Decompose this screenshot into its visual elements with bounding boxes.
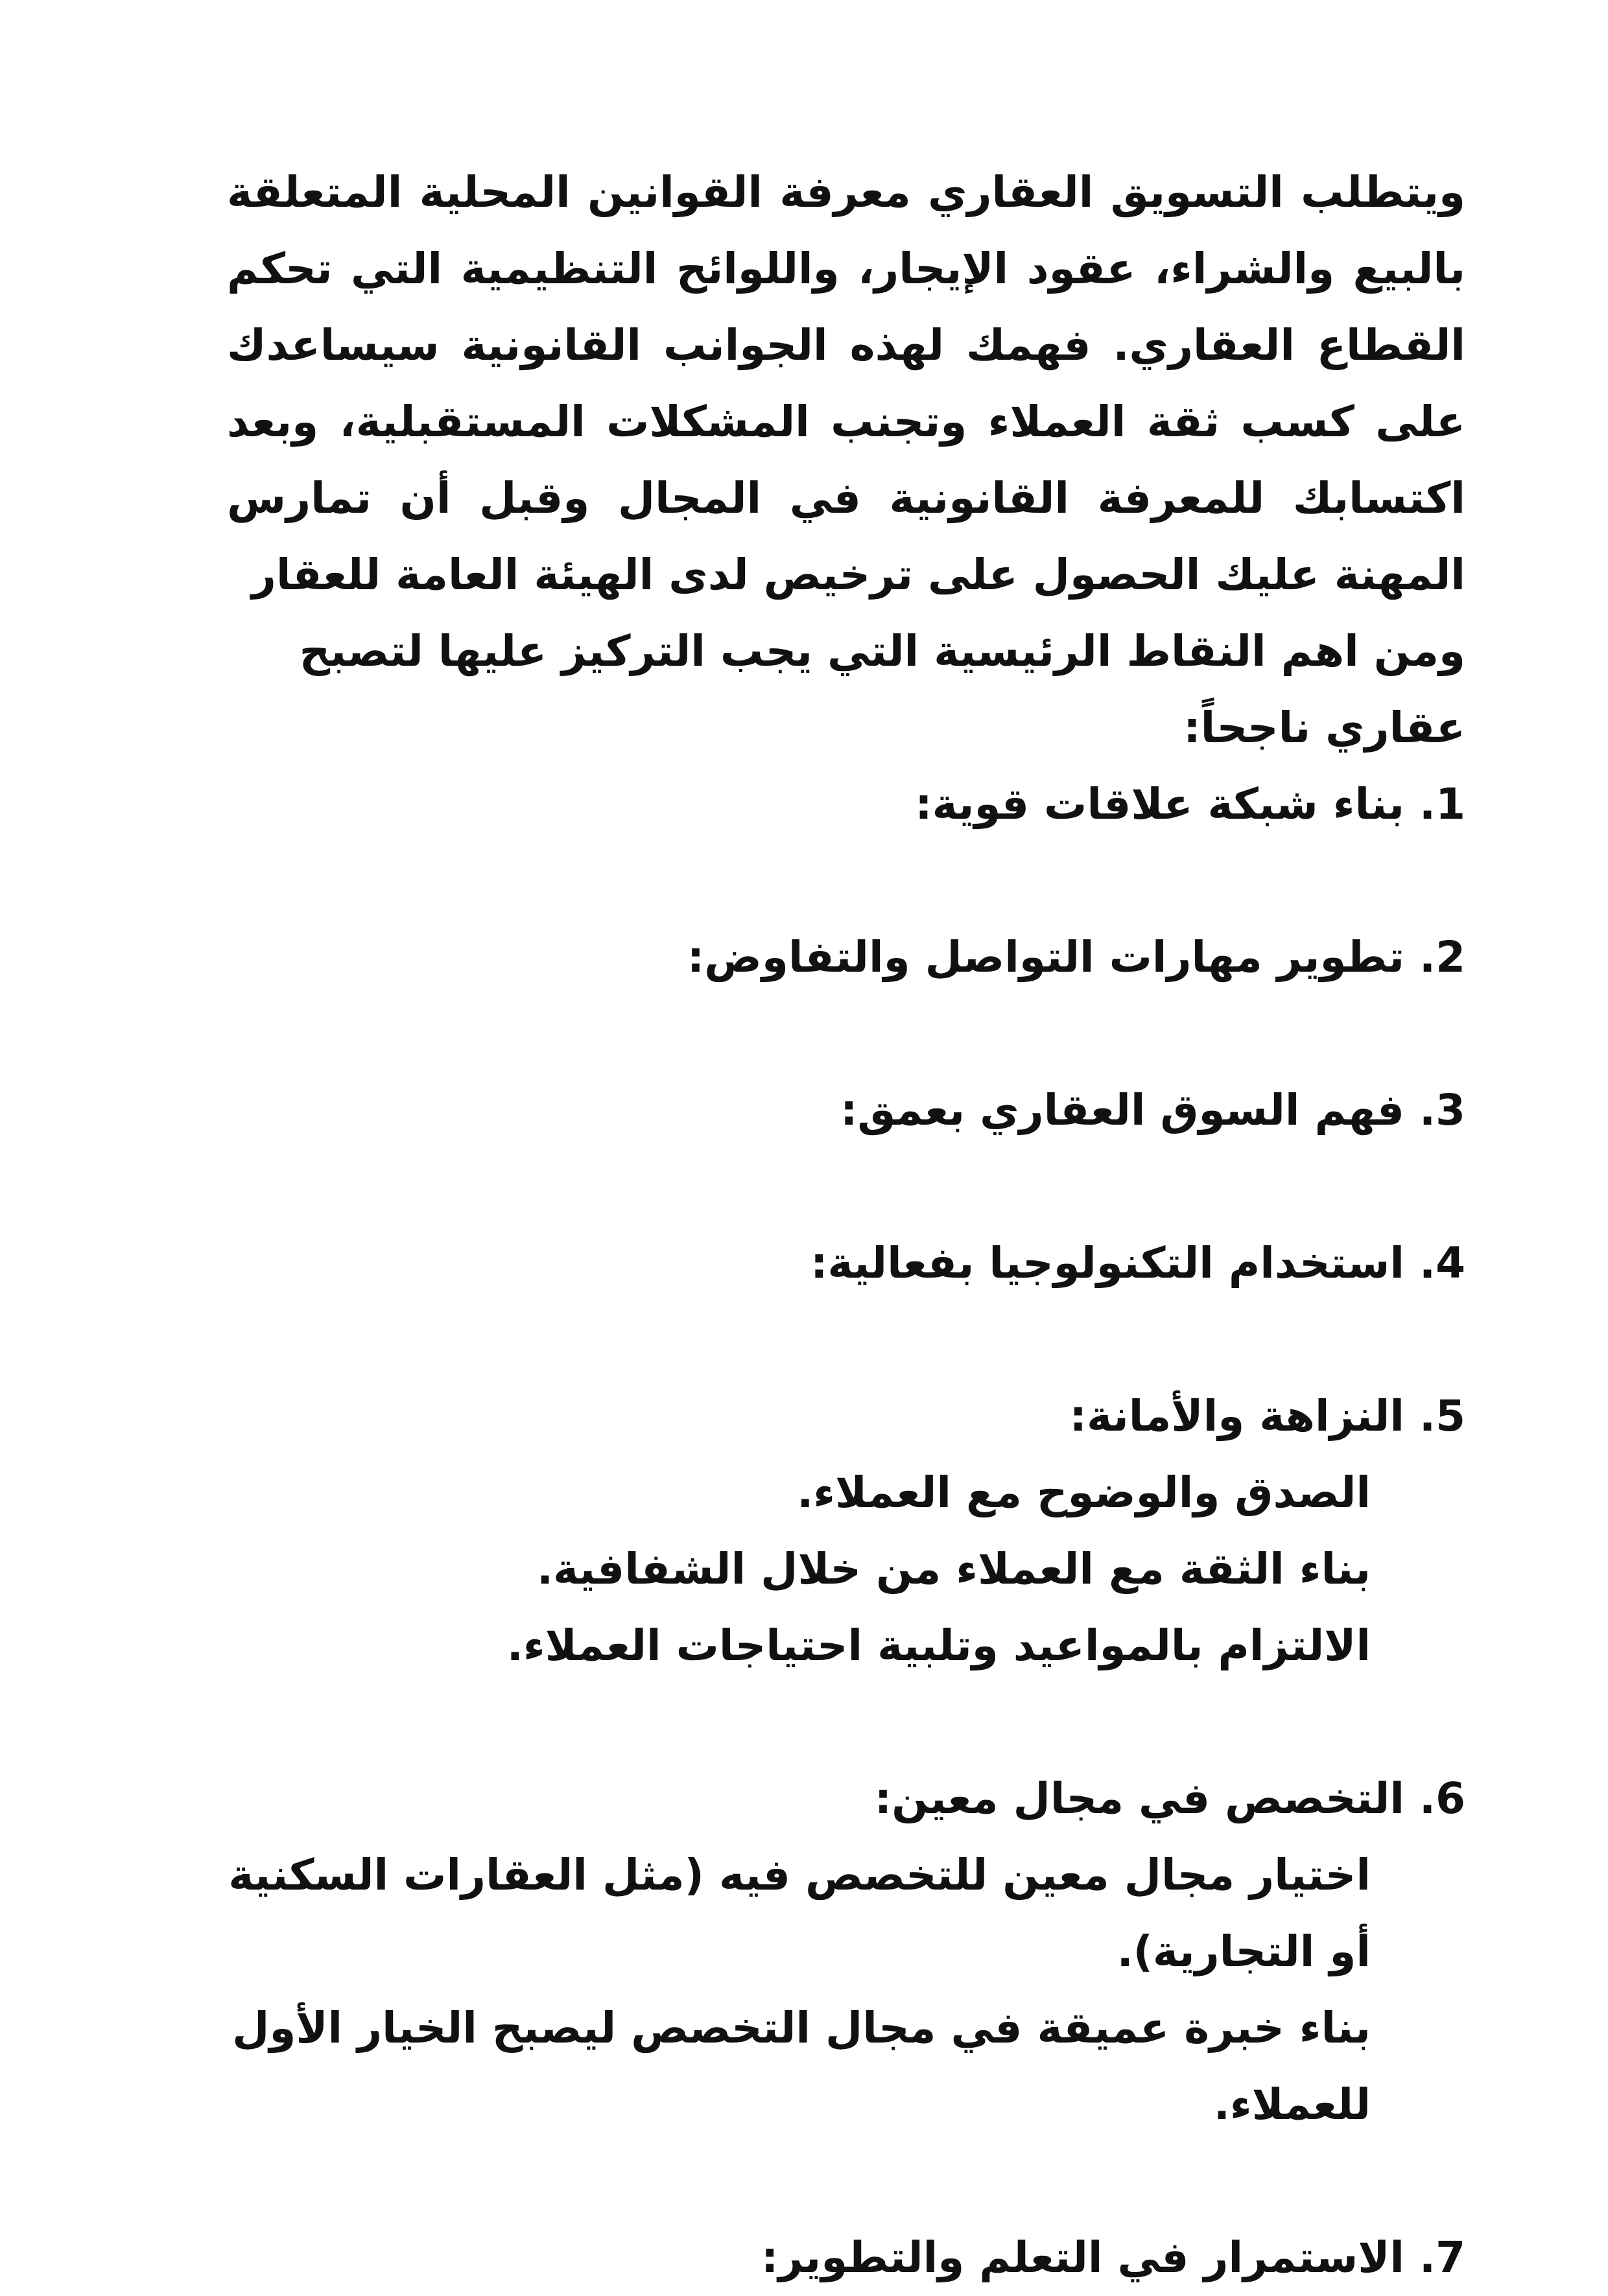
spacer	[227, 1684, 1465, 1761]
point-heading: 3. فهم السوق العقاري بعمق:	[840, 1085, 1465, 1135]
spacer	[227, 996, 1465, 1072]
document-body	[227, 154, 1465, 2296]
point-6	[227, 1761, 1465, 2143]
point-heading: 6. التخصص في مجال معين:	[874, 1774, 1465, 1823]
point-3	[227, 1072, 1465, 1149]
point-detail: بناء الثقة مع العملاء من خلال الشفافية.	[536, 1544, 1371, 1594]
point-7	[227, 2220, 1465, 2296]
point-heading: 5. النزاهة والأمانة:	[1069, 1391, 1465, 1441]
intro-paragraph	[227, 154, 1465, 613]
spacer	[227, 2143, 1465, 2220]
spacer	[227, 1149, 1465, 1225]
key-points-question: ومن اهم النقاط الرئيسية التي يجب التركيز عليها لتصبح عقاري ناجحاً:	[299, 626, 1465, 753]
point-5	[227, 1378, 1465, 1684]
point-1	[227, 766, 1465, 843]
point-heading: 4. استخدام التكنولوجيا بفعالية:	[810, 1238, 1465, 1288]
point-4	[227, 1225, 1465, 1302]
intro-text: ويتطلب التسويق العقاري معرفة القوانين المحلية المتعلقة بالبيع والشراء، عقود الإيجار، واللوائح التنظيمية التي تحكم القطاع العقاري. فهمك لهذه الجوانب القانونية سيساعدك على كسب ثقة العملاء وتجنب المشكلات المستقبلية، وبعد اكتسابك للمعرفة القانونية في المجال وقبل أن تمارس المهنة عليك الحصول على ترخيص لدى الهيئة العامة للعقار	[227, 167, 1465, 600]
point-heading: 1. بناء شبكة علاقات قوية:	[915, 779, 1465, 829]
point-detail: اختيار مجال معين للتخصص فيه (مثل العقارات السكنية أو التجارية).	[228, 1850, 1371, 1976]
spacer	[227, 843, 1465, 919]
spacer	[227, 1302, 1465, 1378]
point-heading: 2. تطوير مهارات التواصل والتفاوض:	[687, 932, 1465, 982]
key-points-list	[227, 766, 1465, 2296]
point-detail: الالتزام بالمواعيد وتلبية احتياجات العملاء.	[506, 1621, 1371, 1670]
point-detail: الصدق والوضوح مع العملاء.	[797, 1468, 1371, 1517]
point-2	[227, 919, 1465, 996]
point-detail: بناء خبرة عميقة في مجال التخصص ليصبح الخيار الأول للعملاء.	[232, 2003, 1371, 2129]
point-heading: 7. الاستمرار في التعلم والتطوير:	[761, 2232, 1465, 2282]
